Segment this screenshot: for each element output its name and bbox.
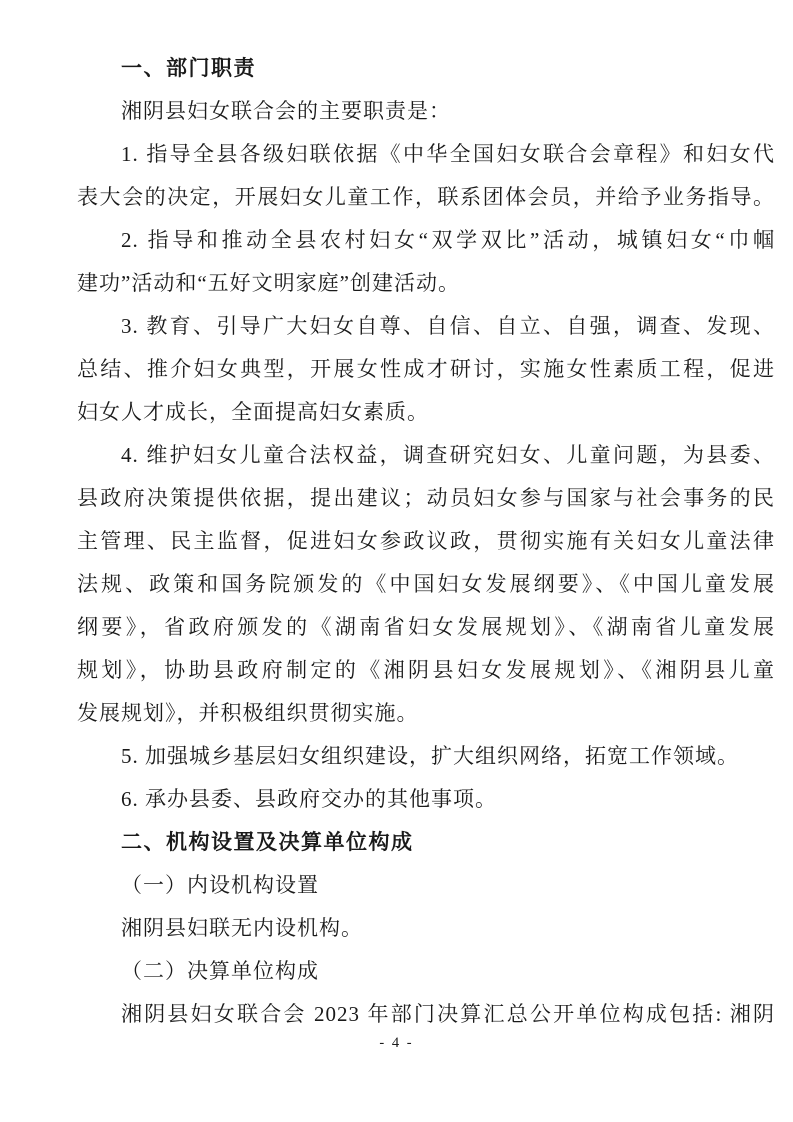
document-body: [77, 47, 775, 1036]
section-heading: [77, 821, 775, 864]
body-paragraph: [77, 993, 775, 1036]
text-line: 湘阴县妇联无内设机构。: [121, 916, 363, 940]
text-line: 4. 维护妇女儿童合法权益，调查研究妇女、儿童问题，为县委、: [121, 443, 775, 467]
body-paragraph: [77, 219, 775, 305]
text-line: 发展规划》，并积极组织贯彻实施。: [77, 701, 419, 725]
body-paragraph: [77, 950, 775, 993]
text-line: （一）内设机构设置: [121, 873, 319, 897]
page-number: - 4 -: [379, 1035, 414, 1051]
body-paragraph: [77, 907, 775, 950]
text-line: 1. 指导全县各级妇联依据《中华全国妇女联合会章程》和妇女代: [121, 142, 775, 166]
body-paragraph: [77, 305, 775, 434]
body-paragraph: [77, 90, 775, 133]
text-line: 一、部门职责: [121, 57, 256, 80]
text-line: 总结、推介妇女典型，开展女性成才研讨，实施女性素质工程，促进: [77, 357, 775, 381]
body-paragraph: [77, 778, 775, 821]
text-line: 3. 教育、引导广大妇女自尊、自信、自立、自强，调查、发现、: [121, 314, 775, 338]
page-footer: [0, 1034, 793, 1052]
text-line: 2. 指导和推动全县农村妇女“双学双比”活动，城镇妇女“巾帼: [121, 228, 775, 252]
body-paragraph: [77, 434, 775, 735]
text-line: （二）决算单位构成: [121, 959, 319, 983]
text-line: 主管理、民主监督，促进妇女参政议政，贯彻实施有关妇女儿童法律: [77, 529, 775, 553]
text-line: 县政府决策提供依据，提出建议；动员妇女参与国家与社会事务的民: [77, 486, 775, 510]
text-line: 建功”活动和“五好文明家庭”创建活动。: [77, 271, 460, 295]
text-line: 湘阴县妇女联合会的主要职责是：: [121, 99, 451, 123]
text-line: 湘阴县妇女联合会 2023 年部门决算汇总公开单位构成包括: 湘阴: [121, 1002, 775, 1026]
text-line: 6. 承办县委、县政府交办的其他事项。: [121, 787, 497, 811]
text-line: 妇女人才成长，全面提高妇女素质。: [77, 400, 429, 424]
text-line: 纲要》，省政府颁发的《湖南省妇女发展规划》、《湖南省儿童发展: [77, 615, 775, 639]
body-paragraph: [77, 133, 775, 219]
body-paragraph: [77, 864, 775, 907]
text-line: 5. 加强城乡基层妇女组织建设，扩大组织网络，拓宽工作领域。: [121, 744, 739, 768]
body-paragraph: [77, 735, 775, 778]
text-line: 表大会的决定，开展妇女儿童工作，联系团体会员，并给予业务指导。: [77, 185, 775, 209]
text-line: 二、机构设置及决算单位构成: [121, 831, 414, 854]
section-heading: [77, 47, 775, 90]
text-line: 规划》，协助县政府制定的《湘阴县妇女发展规划》、《湘阴县儿童: [77, 658, 775, 682]
text-line: 法规、政策和国务院颁发的《中国妇女发展纲要》、《中国儿童发展: [77, 572, 775, 596]
